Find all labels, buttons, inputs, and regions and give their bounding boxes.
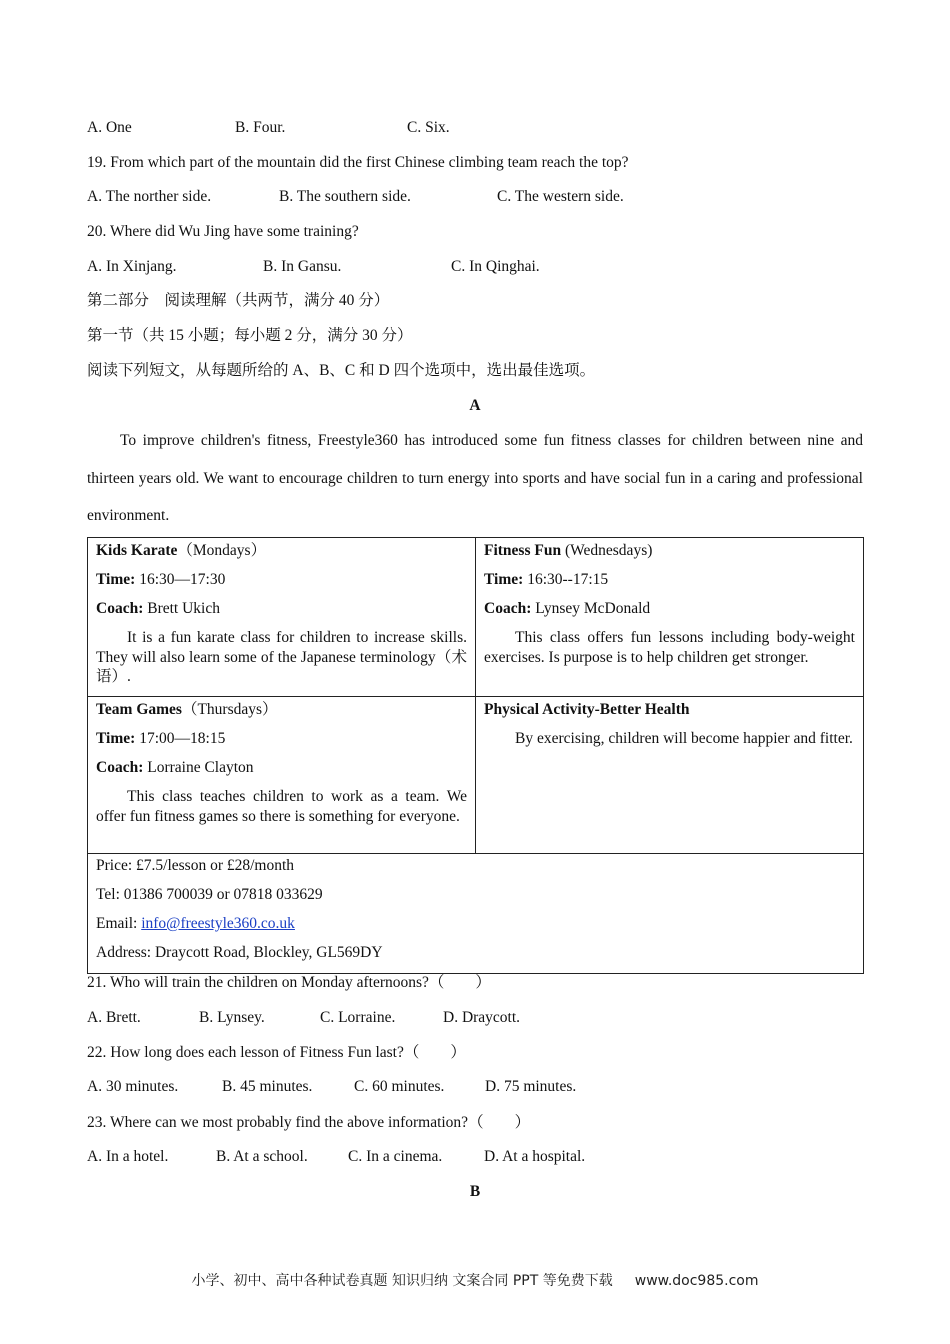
q23-option-b: B. At a school. — [216, 1148, 308, 1165]
q21-option-a: A. Brett. — [87, 1009, 141, 1026]
kids-karate-name: Kids Karate — [96, 542, 178, 559]
q22-option-a: A. 30 minutes. — [87, 1078, 179, 1095]
kids-karate-coach: Brett Ukich — [143, 600, 220, 617]
team-games-time-label: Time: — [96, 730, 136, 747]
q20-option-a: A. In Xinjang. — [87, 258, 177, 275]
physical-activity-cell — [476, 697, 864, 854]
q22-question: 22. How long does each lesson of Fitness Fun last?（ ） — [87, 1044, 466, 1061]
q22-option-c: C. 60 minutes. — [354, 1078, 445, 1095]
team-games-day: （Thursdays） — [181, 701, 278, 718]
q18-option-c: C. Six. — [407, 119, 450, 136]
contact-cell — [88, 854, 864, 974]
fitness-fun-time: 16:30--17:15 — [523, 571, 609, 588]
q18-option-b: B. Four. — [235, 119, 286, 136]
tel: Tel: 01386 700039 or 07818 033629 — [96, 886, 323, 903]
classes-table — [87, 537, 864, 974]
part-title: 第二部分 阅读理解（共两节，满分 40 分） — [87, 292, 390, 309]
q21-option-d: D. Draycott. — [443, 1009, 521, 1026]
email-link[interactable]: info@freestyle360.co.uk — [141, 915, 295, 932]
physical-activity-name: Physical Activity-Better Health — [484, 701, 690, 718]
fitness-fun-coach: Lynsey McDonald — [531, 600, 651, 617]
kids-karate-desc: It is a fun karate class for children to increase skills. They will also learn some of the Japanese terminology（术语）. — [96, 629, 467, 685]
fitness-fun-time-label: Time: — [484, 571, 524, 588]
q18-option-a: A. One — [87, 119, 132, 136]
footer — [0, 1270, 950, 1290]
section-title: 第一节（共 15 小题；每小题 2 分，满分 30 分） — [87, 327, 413, 344]
email-label: Email: — [96, 915, 142, 932]
kids-karate-cell — [88, 538, 476, 697]
q19-question: 19. From which part of the mountain did the first Chinese climbing team reach the top? — [87, 154, 629, 171]
passage-b-heading: B — [469, 1183, 481, 1200]
q23-option-d: D. At a hospital. — [484, 1148, 586, 1165]
footer-url[interactable]: www.doc985.com — [634, 1273, 759, 1289]
q22-option-b: B. 45 minutes. — [222, 1078, 313, 1095]
team-games-time: 17:00—18:15 — [135, 730, 226, 747]
team-games-desc: This class teaches children to work as a team. We offer fun fitness games so there is something for everyone. — [96, 788, 467, 825]
fitness-fun-name: Fitness Fun — [484, 542, 562, 559]
q23-option-a: A. In a hotel. — [87, 1148, 169, 1165]
price: Price: £7.5/lesson or £28/month — [96, 857, 295, 874]
team-games-cell — [88, 697, 476, 854]
passage-a-intro-text: To improve children's fitness, Freestyle360 has introduced some fun fitness classes for children between nine and thirteen years old. We want to encourage children to turn energy into sports and have social fun in a caring and professional environment. — [87, 432, 863, 524]
q20-question: 20. Where did Wu Jing have some training? — [87, 223, 359, 240]
q20-option-c: C. In Qinghai. — [451, 258, 540, 275]
q20-option-b: B. In Gansu. — [263, 258, 342, 275]
kids-karate-day: （Mondays） — [177, 542, 267, 559]
q21-option-c: C. Lorraine. — [320, 1009, 396, 1026]
q19-option-a: A. The norther side. — [87, 188, 212, 205]
fitness-fun-day: (Wednesdays) — [561, 542, 653, 559]
kids-karate-time-label: Time: — [96, 571, 136, 588]
team-games-name: Team Games — [96, 701, 182, 718]
q23-question: 23. Where can we most probably find the above information?（ ） — [87, 1114, 531, 1131]
kids-karate-coach-label: Coach: — [96, 600, 144, 617]
team-games-coach-label: Coach: — [96, 759, 144, 776]
fitness-fun-coach-label: Coach: — [484, 600, 532, 617]
passage-a-intro — [87, 422, 863, 535]
fitness-fun-cell — [476, 538, 864, 697]
footer-text: 小学、初中、高中各种试卷真题 知识归纳 文案合同 PPT 等免费下载 — [191, 1273, 613, 1289]
fitness-fun-desc: This class offers fun lessons including body-weight exercises. Is purpose is to help children get stronger. — [484, 629, 855, 666]
q22-option-d: D. 75 minutes. — [485, 1078, 577, 1095]
q19-option-c: C. The western side. — [497, 188, 624, 205]
q23-option-c: C. In a cinema. — [348, 1148, 443, 1165]
q21-question: 21. Who will train the children on Monday afternoons?（ ） — [87, 974, 491, 991]
team-games-coach: Lorraine Clayton — [143, 759, 254, 776]
passage-a-heading: A — [469, 397, 481, 414]
q21-option-b: B. Lynsey. — [199, 1009, 265, 1026]
instructions: 阅读下列短文，从每题所给的 A、B、C 和 D 四个选项中，选出最佳选项。 — [87, 362, 596, 379]
address: Address: Draycott Road, Blockley, GL569DY — [96, 944, 383, 961]
kids-karate-time: 16:30—17:30 — [135, 571, 226, 588]
physical-activity-desc: By exercising, children will become happier and fitter. — [515, 730, 853, 747]
q19-option-b: B. The southern side. — [279, 188, 411, 205]
